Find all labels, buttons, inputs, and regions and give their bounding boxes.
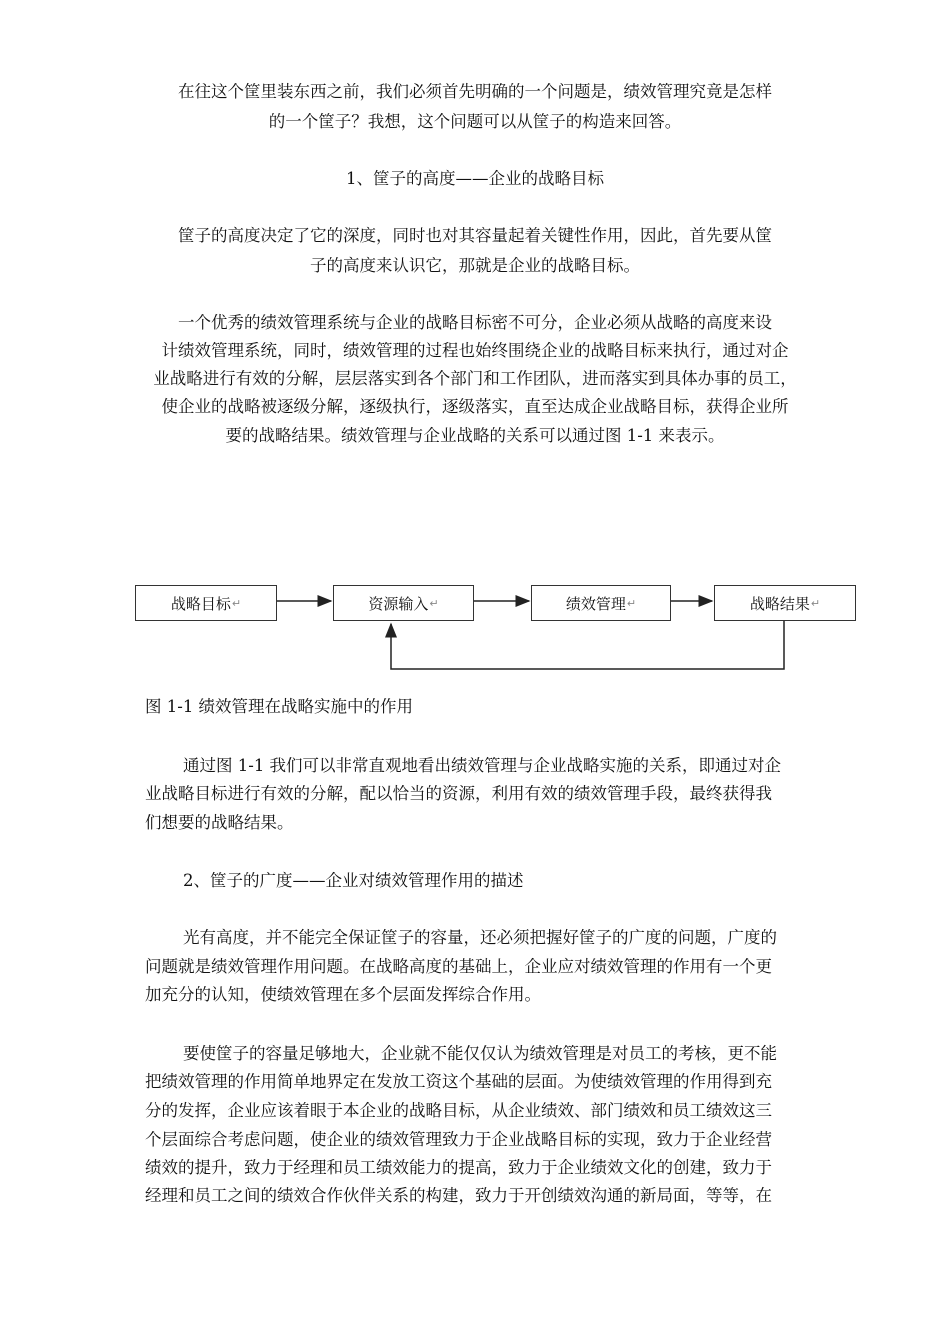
para2-line2: 子的高度来认识它，那就是企业的战略目标。	[310, 256, 640, 275]
para6-line3: 分的发挥，企业应该着眼于本企业的战略目标，从企业绩效、部门绩效和员工绩效这三	[145, 1101, 772, 1120]
para4-line2: 业战略目标进行有效的分解，配以恰当的资源，利用有效的绩效管理手段，最终获得我	[145, 784, 772, 803]
para3-line5: 要的战略结果。绩效管理与企业战略的关系可以通过图 1-1 来表示。	[225, 426, 725, 445]
box-resource-input	[333, 585, 474, 621]
return-mark: ↵	[810, 596, 821, 610]
para5-line3: 加充分的认知，使绩效管理在多个层面发挥综合作用。	[145, 985, 541, 1004]
para3-line4: 使企业的战略被逐级分解，逐级执行，逐级落实，直至达成企业战略目标，获得企业所	[161, 397, 789, 416]
para1-line2: 的一个筐子？我想，这个问题可以从筐子的构造来回答。	[268, 112, 682, 131]
para3-line2: 计绩效管理系统，同时，绩效管理的过程也始终围绕企业的战略目标来执行，通过对企	[161, 341, 789, 360]
figure-caption: 图 1-1 绩效管理在战略实施中的作用	[145, 697, 414, 716]
para2-line1: 筐子的高度决定了它的深度，同时也对其容量起着关键性作用，因此，首先要从筐	[178, 226, 772, 245]
heading-1: 1、筐子的高度——企业的战略目标	[346, 169, 604, 188]
para6-line4: 个层面综合考虑问题，使企业的绩效管理致力于企业战略目标的实现，致力于企业经营	[145, 1130, 772, 1149]
feedback-arrow	[391, 620, 784, 669]
box-strategic-result	[714, 585, 856, 621]
para1-line1: 在往这个筐里装东西之前，我们必须首先明确的一个问题是，绩效管理究竟是怎样	[178, 82, 772, 101]
box-performance-management	[531, 585, 671, 621]
return-mark: ↵	[231, 596, 242, 610]
para5-line1: 光有高度，并不能完全保证筐子的容量，还必须把握好筐子的广度的问题，广度的	[183, 928, 777, 947]
para6-line2: 把绩效管理的作用简单地界定在发放工资这个基础的层面。为使绩效管理的作用得到充	[145, 1072, 772, 1091]
heading-2: 2、筐子的广度——企业对绩效管理作用的描述	[183, 871, 524, 890]
para6-line5: 绩效的提升，致力于经理和员工绩效能力的提高，致力于企业绩效文化的创建，致力于	[145, 1158, 772, 1177]
para4-line1: 通过图 1-1 我们可以非常直观地看出绩效管理与企业战略实施的关系，即通过对企	[183, 756, 782, 775]
para5-line2: 问题就是绩效管理作用问题。在战略高度的基础上，企业应对绩效管理的作用有一个更	[145, 957, 772, 976]
para6-line6: 经理和员工之间的绩效合作伙伴关系的构建，致力于开创绩效沟通的新局面，等等，在	[145, 1186, 772, 1205]
return-mark: ↵	[429, 596, 439, 610]
box-strategic-goal	[135, 585, 277, 621]
return-mark: ↵	[626, 596, 637, 610]
box-strategic-goal-label: 战略目标	[170, 594, 231, 613]
para6-line1: 要使筐子的容量足够地大，企业就不能仅仅认为绩效管理是对员工的考核，更不能	[183, 1044, 777, 1063]
box-resource-input-label: 资源输入	[368, 594, 429, 613]
para4-line3: 们想要的战略结果。	[145, 813, 294, 832]
box-performance-management-label: 绩效管理	[565, 594, 626, 613]
para3-line3: 业战略进行有效的分解，层层落实到各个部门和工作团队，进而落实到具体办事的员工，	[153, 369, 797, 388]
para3-line1: 一个优秀的绩效管理系统与企业的战略目标密不可分，企业必须从战略的高度来设	[178, 313, 772, 332]
box-strategic-result-label: 战略结果	[749, 594, 810, 613]
